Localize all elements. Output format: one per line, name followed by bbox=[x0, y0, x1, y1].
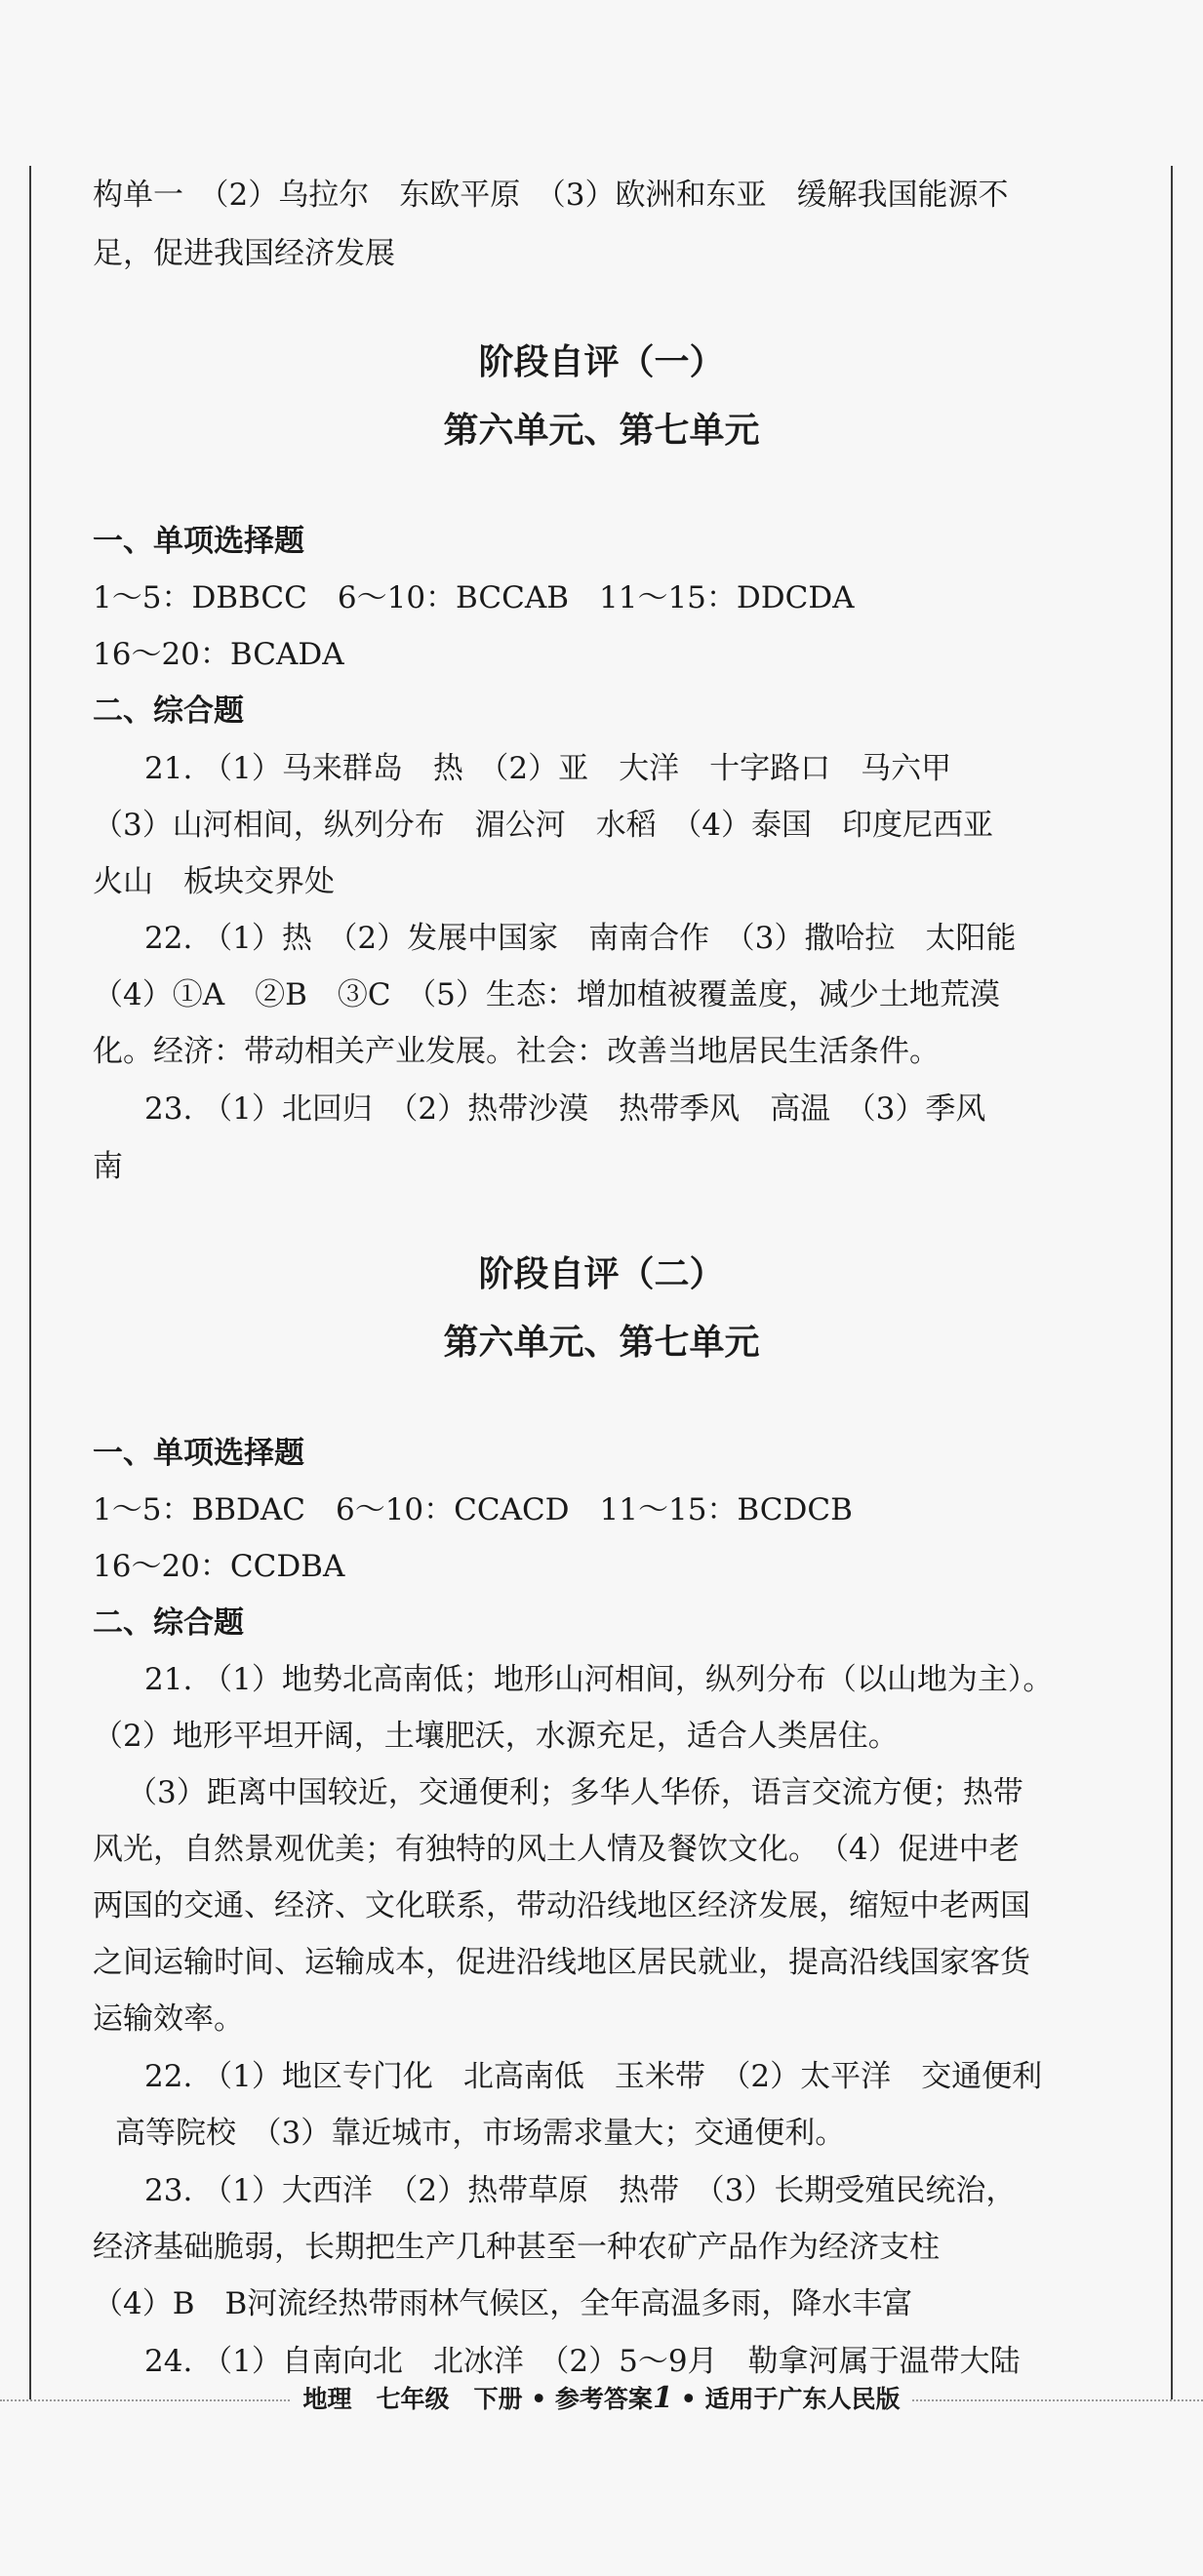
eval2-answers-2: 16～20：CCDBA bbox=[93, 1549, 345, 1584]
eval1-title: 阶段自评（一） bbox=[478, 341, 725, 382]
page-number: 1 bbox=[652, 2381, 673, 2415]
eval2-subtitle: 第六单元、第七单元 bbox=[443, 1322, 760, 1363]
eval1-q21-line-1: 21. （1）马来群岛 热 （2）亚 大洋 十字路口 马六甲 bbox=[144, 751, 952, 786]
eval1-q22-line-3: 化。经济：带动相关产业发展。社会：改善当地居民生活条件。 bbox=[93, 1034, 940, 1069]
page-footer bbox=[0, 2382, 1203, 2416]
eval2-q21-line-6: 之间运输时间、运输成本，促进沿线地区居民就业，提高沿线国家客货 bbox=[93, 1945, 1030, 1980]
eval2-q24-line-1: 24. （1）自南向北 北冰洋 （2）5～9月 勒拿河属于温带大陆 bbox=[144, 2344, 1021, 2379]
eval1-answers-2: 16～20：BCADA bbox=[93, 637, 344, 672]
eval1-section2-heading: 二、综合题 bbox=[93, 694, 244, 729]
eval1-section1-heading: 一、单项选择题 bbox=[93, 524, 304, 559]
eval2-q22-line-1: 22. （1）地区专门化 北高南低 玉米带 （2）太平洋 交通便利 bbox=[144, 2059, 1043, 2094]
eval2-q21-line-7: 运输效率。 bbox=[93, 2001, 244, 2037]
footer-label: 地理 七年级 下册 • 参考答案 bbox=[302, 2385, 653, 2413]
eval1-q23-line-2: 南 bbox=[93, 1149, 123, 1184]
eval2-q22-line-2: 高等院校 （3）靠近城市，市场需求量大；交通便利。 bbox=[115, 2116, 846, 2151]
eval2-title: 阶段自评（二） bbox=[478, 1253, 725, 1294]
eval2-q23-line-2: 经济基础脆弱，长期把生产几种甚至一种农矿产品作为经济支柱 bbox=[93, 2230, 940, 2265]
eval2-q21-line-5: 两国的交通、经济、文化联系，带动沿线地区经济发展，缩短中老两国 bbox=[93, 1888, 1030, 1923]
eval1-q21-line-3: 火山 板块交界处 bbox=[93, 864, 335, 899]
eval2-answers-1: 1～5：BBDAC 6～10：CCACD 11～15：BCDCB bbox=[93, 1492, 853, 1527]
eval2-q23-line-1: 23. （1）大西洋 （2）热带草原 热带 （3）长期受殖民统治， bbox=[144, 2173, 1017, 2208]
intro-line-1: 构单一 （2）乌拉尔 东欧平原 （3）欧洲和东亚 缓解我国能源不 bbox=[93, 178, 1009, 213]
eval2-q21-line-1: 21. （1）地势北高南低；地形山河相间，纵列分布（以山地为主）。 bbox=[144, 1662, 1054, 1697]
eval1-q21-line-2: （3）山河相间，纵列分布 湄公河 水稻 （4）泰国 印度尼西亚 bbox=[93, 808, 993, 843]
eval2-q21-line-4: 风光，自然景观优美；有独特的风土人情及餐饮文化。 （4）促进中老 bbox=[93, 1832, 1020, 1867]
eval2-q21-line-2: （2）地形平坦开阔，土壤肥沃，水源充足，适合人类居住。 bbox=[93, 1719, 899, 1754]
eval1-answers-1: 1～5：DBBCC 6～10：BCCAB 11～15：DDCDA bbox=[93, 580, 855, 615]
eval1-q22-line-2: （4）①A ②B ③C （5）生态：增加植被覆盖度，减少土地荒漠 bbox=[93, 977, 1000, 1012]
eval2-q23-line-3: （4）B B河流经热带雨林气候区，全年高温多雨，降水丰富 bbox=[93, 2286, 913, 2321]
intro-line-2: 足，促进我国经济发展 bbox=[93, 236, 395, 271]
eval1-q23-line-1: 23. （1）北回归 （2）热带沙漠 热带季风 高温 （3）季风 bbox=[144, 1091, 986, 1127]
eval2-section2-heading: 二、综合题 bbox=[93, 1605, 244, 1641]
footer-suffix: • 适用于广东人民版 bbox=[680, 2385, 901, 2413]
eval2-section1-heading: 一、单项选择题 bbox=[93, 1436, 304, 1471]
eval1-subtitle: 第六单元、第七单元 bbox=[443, 410, 760, 451]
eval1-q22-line-1: 22. （1）热 （2）发展中国家 南南合作 （3）撒哈拉 太阳能 bbox=[144, 921, 1017, 956]
eval2-q21-line-3: （3）距离中国较近，交通便利；多华人华侨，语言交流方便；热带 bbox=[127, 1775, 1023, 1810]
